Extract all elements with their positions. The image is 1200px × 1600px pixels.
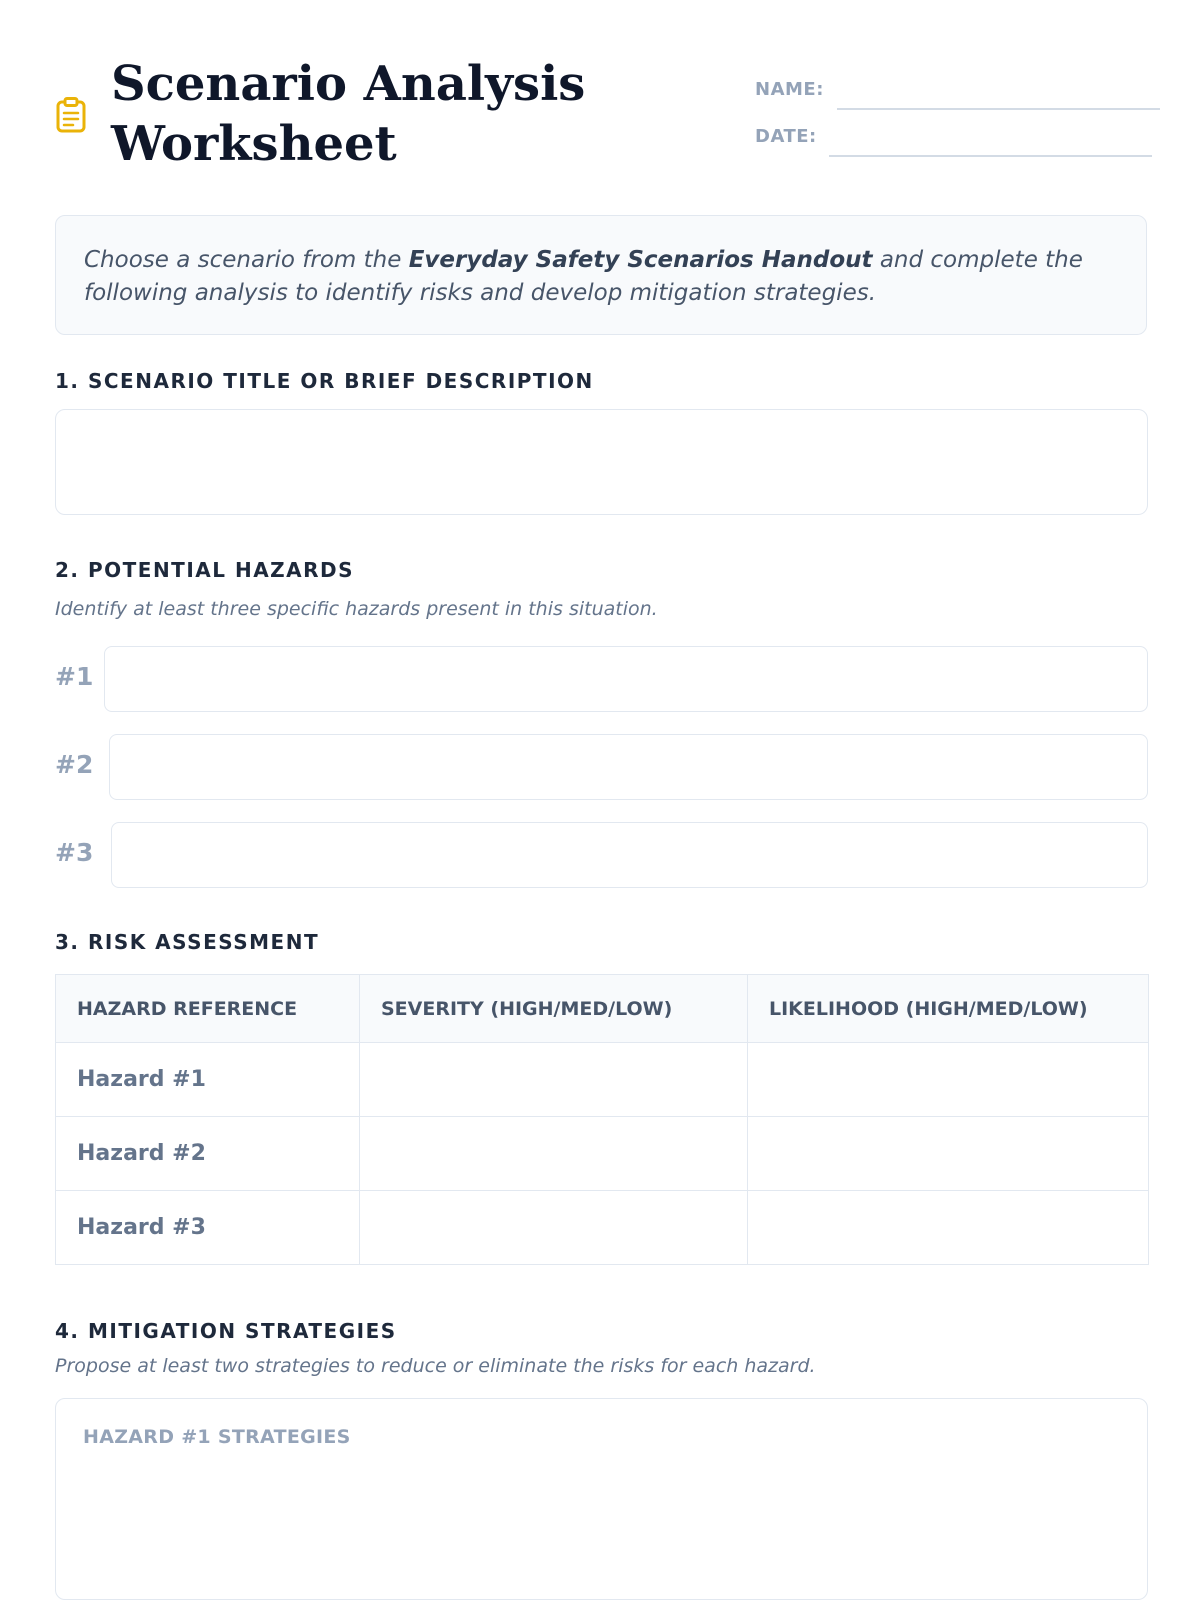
section-2-help: Identify at least three specific hazards present in this situation.	[55, 598, 658, 620]
column-header-likelihood: LIKELIHOOD (HIGH/MED/LOW)	[748, 975, 1149, 1043]
table-row	[56, 1191, 1149, 1265]
hazard-input-3[interactable]	[111, 822, 1148, 888]
likelihood-cell[interactable]	[748, 1117, 1149, 1191]
instructions-text: Choose a scenario from the Everyday Safety Scenarios Handout and complete the following analysis to identify risks and develop mitigation strategies.	[84, 247, 1083, 306]
section-3-heading: 3. RISK ASSESSMENT	[55, 930, 320, 954]
hazard-input-1[interactable]	[104, 646, 1148, 712]
severity-cell[interactable]	[360, 1191, 748, 1265]
clipboard-icon	[56, 97, 86, 133]
column-header-severity: SEVERITY (HIGH/MED/LOW)	[360, 975, 748, 1043]
handout-name: Everyday Safety Scenarios Handout	[408, 247, 873, 273]
table-row	[56, 1117, 1149, 1191]
hazard-number-1: #1	[55, 662, 94, 691]
name-label: NAME:	[755, 79, 824, 100]
severity-cell[interactable]	[360, 1117, 748, 1191]
table-row	[56, 1043, 1149, 1117]
hazard-1-strategies-label: HAZARD #1 STRATEGIES	[83, 1426, 351, 1448]
table-header-row	[56, 975, 1149, 1043]
hazard-reference-cell: Hazard #2	[56, 1117, 360, 1191]
section-4-heading: 4. MITIGATION STRATEGIES	[55, 1319, 397, 1343]
section-2-heading: 2. POTENTIAL HAZARDS	[55, 558, 355, 582]
hazard-number-2: #2	[55, 750, 94, 779]
hazard-reference-cell: Hazard #3	[56, 1191, 360, 1265]
hazard-number-3: #3	[55, 838, 94, 867]
instructions-box	[55, 215, 1147, 335]
date-label: DATE:	[755, 126, 817, 147]
risk-assessment-table	[55, 974, 1149, 1265]
date-field[interactable]	[829, 155, 1152, 157]
section-1-heading: 1. SCENARIO TITLE OR BRIEF DESCRIPTION	[55, 369, 594, 393]
likelihood-cell[interactable]	[748, 1043, 1149, 1117]
scenario-description-input[interactable]	[55, 409, 1148, 515]
section-4-help: Propose at least two strategies to reduce or eliminate the risks for each hazard.	[55, 1355, 816, 1377]
page-title: Scenario Analysis Worksheet	[111, 56, 586, 172]
hazard-1-strategies-input[interactable]	[55, 1398, 1148, 1600]
name-field[interactable]	[837, 108, 1160, 110]
likelihood-cell[interactable]	[748, 1191, 1149, 1265]
column-header-hazard-reference: HAZARD REFERENCE	[56, 975, 360, 1043]
severity-cell[interactable]	[360, 1043, 748, 1117]
hazard-input-2[interactable]	[109, 734, 1148, 800]
hazard-reference-cell: Hazard #1	[56, 1043, 360, 1117]
